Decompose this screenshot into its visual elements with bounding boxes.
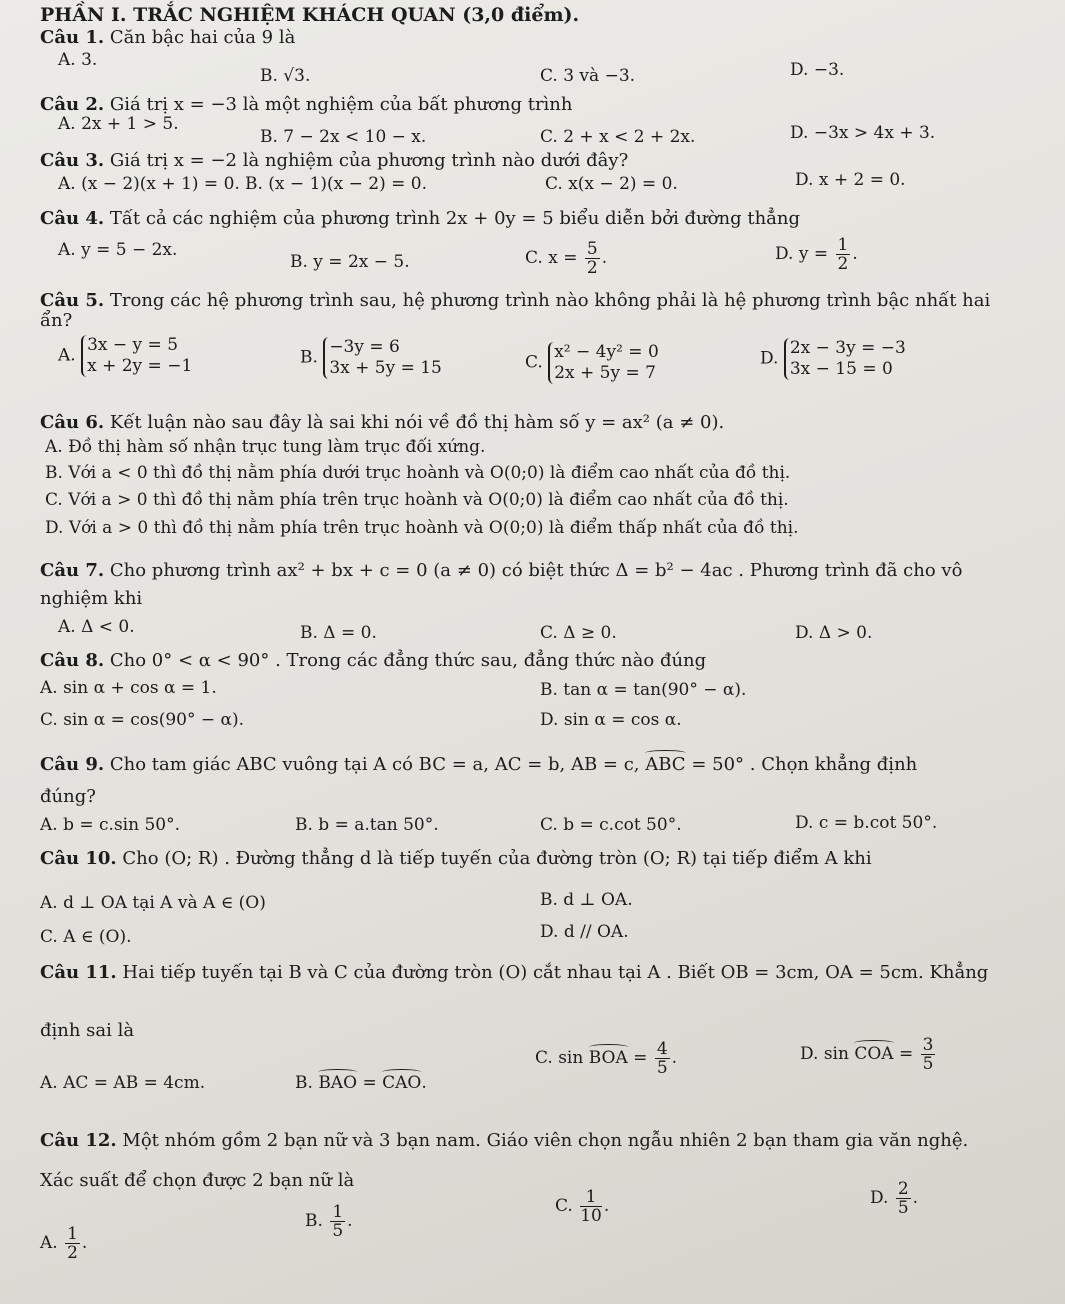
- q12-option-d[interactable]: D. $\frac{2}{5}$ .: [870, 1179, 919, 1218]
- q12-option-b[interactable]: B. $\frac{1}{5}$ .: [305, 1202, 353, 1241]
- question-3: Câu 3. Giá trị x = −2 là nghiệm của phương trình nào dưới đây?: [40, 150, 629, 171]
- question-7: Câu 7. Cho phương trình ax² + bx + c = 0 (a ≠ 0) có biệt thức Δ = b² − 4ac . Phương trình đã cho vô: [40, 560, 963, 581]
- q6-option-a[interactable]: A. Đồ thị hàm số nhận trục tung làm trục đối xứng.: [45, 437, 486, 457]
- q10-option-d[interactable]: D. d // OA.: [540, 922, 629, 942]
- q11-option-b[interactable]: B. BAO = CAO.: [295, 1073, 427, 1093]
- q9-option-a[interactable]: A. b = c.sin 50°.: [40, 815, 180, 835]
- q1-option-c[interactable]: C. 3 và −3.: [540, 66, 636, 86]
- q2-option-d[interactable]: D. −3x > 4x + 3.: [790, 123, 936, 143]
- q5-option-d[interactable]: D. 2x − 3y = −3 3x − 15 = 0: [760, 338, 906, 379]
- q11-option-a[interactable]: A. AC = AB = 4cm.: [40, 1073, 206, 1093]
- question-10: Câu 10. Cho (O; R) . Đường thẳng d là tiếp tuyến của đường tròn (O; R) tại tiếp điểm A khi: [40, 848, 872, 869]
- q7-option-d[interactable]: D. Δ > 0.: [795, 623, 873, 643]
- question-5: Câu 5. Trong các hệ phương trình sau, hệ phương trình nào không phải là hệ phương trình bậc nhất hai: [40, 290, 991, 311]
- q6-option-c[interactable]: C. Với a > 0 thì đồ thị nằm phía trên trục hoành và O(0;0) là điểm cao nhất của đồ thị.: [45, 490, 789, 510]
- question-2: Câu 2. Giá trị x = −3 là một nghiệm của bất phương trình: [40, 94, 573, 115]
- q11-option-d[interactable]: D. sin COA = $\frac{3}{5}$: [800, 1035, 934, 1074]
- section-title: PHẦN I. TRẮC NGHIỆM KHÁCH QUAN (3,0 điểm).: [40, 4, 580, 26]
- q1-option-d[interactable]: D. −3.: [790, 60, 845, 80]
- question-5-cont: ẩn?: [40, 310, 73, 331]
- q4-option-d[interactable]: D. y = $\frac{1}{2}$ .: [775, 235, 858, 274]
- question-7-cont: nghiệm khi: [40, 588, 143, 609]
- q3-option-a[interactable]: A. (x − 2)(x + 1) = 0.: [58, 174, 240, 194]
- q7-option-a[interactable]: A. Δ < 0.: [58, 617, 135, 637]
- q1-option-a[interactable]: A. 3.: [58, 50, 98, 70]
- q4-option-b[interactable]: B. y = 2x − 5.: [290, 252, 410, 272]
- q5-option-b[interactable]: B. −3y = 6 3x + 5y = 15: [300, 337, 442, 378]
- question-12: Câu 12. Một nhóm gồm 2 bạn nữ và 3 bạn nam. Giáo viên chọn ngẫu nhiên 2 bạn tham gia văn nghệ.: [40, 1130, 969, 1151]
- q8-option-a[interactable]: A. sin α + cos α = 1.: [40, 678, 217, 698]
- question-1: Câu 1. Căn bậc hai của 9 là: [40, 27, 296, 48]
- question-9: Câu 9. Cho tam giác ABC vuông tại A có BC = a, AC = b, AB = c, ABC = 50° . Chọn khẳng định: [40, 754, 918, 775]
- q10-option-a[interactable]: A. d ⊥ OA tại A và A ∈ (O): [40, 893, 266, 913]
- q8-option-d[interactable]: D. sin α = cos α.: [540, 710, 682, 730]
- q1-option-b[interactable]: B. √3.: [260, 66, 311, 86]
- q11-option-c[interactable]: C. sin BOA = $\frac{4}{5}$ .: [535, 1039, 678, 1078]
- q12-option-c[interactable]: C. $\frac{1}{10}$ .: [555, 1187, 610, 1226]
- q4-option-a[interactable]: A. y = 5 − 2x.: [58, 240, 178, 260]
- q4-option-c[interactable]: C. x = $\frac{5}{2}$ .: [525, 239, 608, 278]
- q8-option-b[interactable]: B. tan α = tan(90° − α).: [540, 680, 747, 700]
- q3-option-c[interactable]: C. x(x − 2) = 0.: [545, 174, 678, 194]
- q7-option-b[interactable]: B. Δ = 0.: [300, 623, 377, 643]
- question-6: Câu 6. Kết luận nào sau đây là sai khi nói về đồ thị hàm số y = ax² (a ≠ 0).: [40, 412, 725, 433]
- q12-option-a[interactable]: A. $\frac{1}{2}$ .: [40, 1224, 88, 1263]
- question-12-cont: Xác suất để chọn được 2 bạn nữ là: [40, 1170, 355, 1191]
- q2-option-c[interactable]: C. 2 + x < 2 + 2x.: [540, 127, 696, 147]
- q9-option-d[interactable]: D. c = b.cot 50°.: [795, 813, 938, 833]
- q7-option-c[interactable]: C. Δ ≥ 0.: [540, 623, 617, 643]
- q10-option-c[interactable]: C. A ∈ (O).: [40, 927, 132, 947]
- q5-option-c[interactable]: C. x² − 4y² = 0 2x + 5y = 7: [525, 342, 659, 383]
- q6-option-b[interactable]: B. Với a < 0 thì đồ thị nằm phía dưới trục hoành và O(0;0) là điểm cao nhất của đồ thị.: [45, 463, 791, 483]
- q9-option-c[interactable]: C. b = c.cot 50°.: [540, 815, 682, 835]
- q3-option-b[interactable]: B. (x − 1)(x − 2) = 0.: [245, 174, 428, 194]
- q10-option-b[interactable]: B. d ⊥ OA.: [540, 890, 633, 910]
- q6-option-d[interactable]: D. Với a > 0 thì đồ thị nằm phía trên trục hoành và O(0;0) là điểm thấp nhất của đồ thị.: [45, 518, 799, 538]
- q2-option-b[interactable]: B. 7 − 2x < 10 − x.: [260, 127, 427, 147]
- q2-option-a[interactable]: A. 2x + 1 > 5.: [58, 114, 179, 134]
- q3-option-d[interactable]: D. x + 2 = 0.: [795, 170, 906, 190]
- question-11: Câu 11. Hai tiếp tuyến tại B và C của đường tròn (O) cắt nhau tại A . Biết OB = 3cm, OA = 5cm. Khẳng: [40, 962, 989, 983]
- q5-option-a[interactable]: A. 3x − y = 5 x + 2y = −1: [58, 335, 193, 376]
- q8-option-c[interactable]: C. sin α = cos(90° − α).: [40, 710, 245, 730]
- question-11-cont: định sai là: [40, 1020, 135, 1041]
- question-4: Câu 4. Tất cả các nghiệm của phương trình 2x + 0y = 5 biểu diễn bởi đường thẳng: [40, 208, 801, 229]
- question-8: Câu 8. Cho 0° < α < 90° . Trong các đẳng thức sau, đẳng thức nào đúng: [40, 650, 707, 671]
- question-9-cont: đúng?: [40, 786, 96, 807]
- q9-option-b[interactable]: B. b = a.tan 50°.: [295, 815, 439, 835]
